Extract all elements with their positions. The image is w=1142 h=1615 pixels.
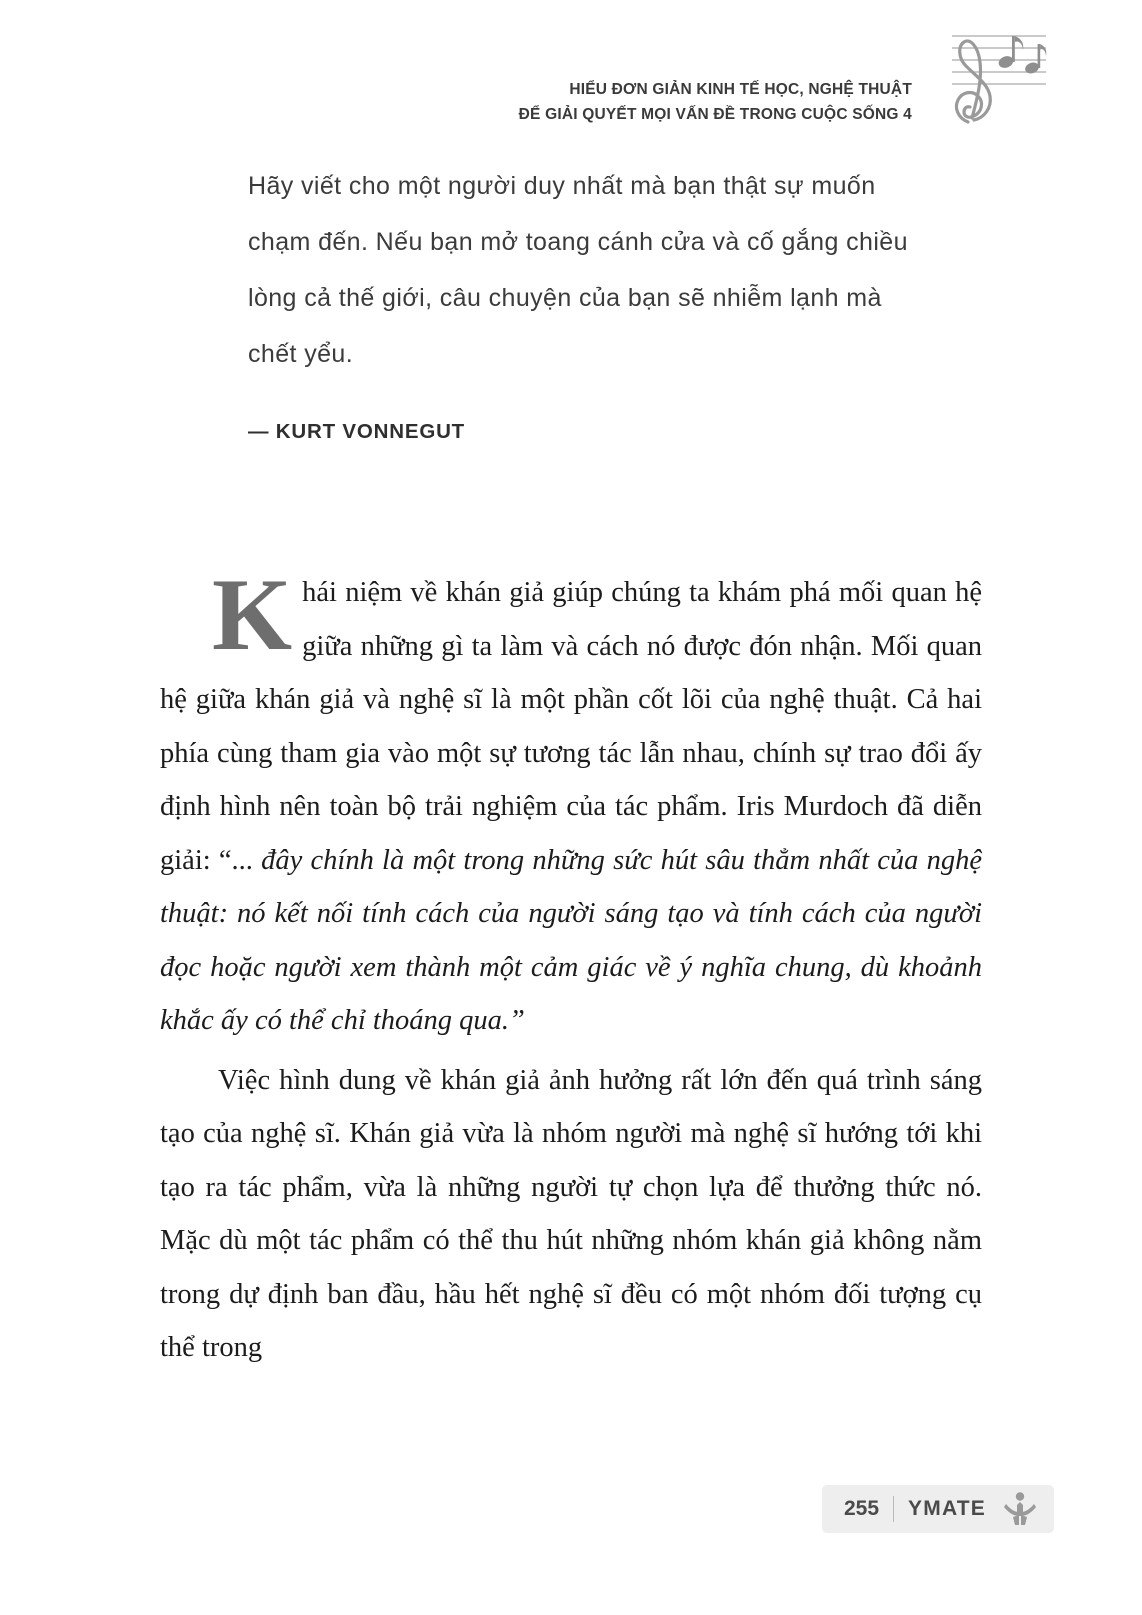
treble-clef-with-notes-icon: [934, 22, 1054, 142]
footer-divider: [893, 1496, 894, 1522]
body-text: [160, 558, 982, 1375]
epigraph-attribution: — KURT VONNEGUT: [248, 420, 465, 443]
paragraph-1-text: hái niệm về khán giả giúp chúng ta khám phá mối quan hệ giữa những gì ta làm và cách nó được đón nhận. Mối quan hệ giữa khán giả và nghệ sĩ là một phần cốt lõi của nghệ thuật. Cả hai phía cùng tham gia vào một sự tương tác lẫn nhau, chính sự trao đổi ấy định hình nên toàn bộ trải nghiệm của tác phẩm. Iris Murdoch đã diễn giải: “...: [160, 577, 982, 876]
ymate-person-logo-icon: [1000, 1489, 1040, 1529]
drop-cap: K: [212, 558, 293, 672]
running-head-line-1: HIỂU ĐƠN GIẢN KINH TẾ HỌC, NGHỆ THUẬT: [569, 81, 912, 98]
paragraph-2: Việc hình dung về khán giả ảnh hưởng rất lớn đến quá trình sáng tạo của nghệ sĩ. Khán giả vừa là nhóm người mà nghệ sĩ hướng tới khi tạo ra tác phẩm, vừa là những người tự chọn lựa để thưởng thức nó. Mặc dù một tác phẩm có thể thu hút những nhóm khán giả không nằm trong dự định ban đầu, hầu hết nghệ sĩ đều có một nhóm đối tượng cụ thể trong: [160, 1064, 982, 1363]
paragraph-1: [160, 558, 982, 1048]
running-head: [519, 78, 912, 128]
epigraph: [248, 158, 908, 444]
paragraph-1-quote-italic: đây chính là một trong những sức hút sâu thẳm nhất của nghệ thuật: nó kết nối tính cách của người sáng tạo và tính cách của người đọc hoặc người xem thành một cảm giác về ý nghĩa chung, dù khoảnh khắc ấy có thể chỉ thoáng qua.”: [160, 844, 982, 1036]
epigraph-quote: Hãy viết cho một người duy nhất mà bạn thật sự muốn chạm đến. Nếu bạn mở toang cánh cửa và cố gắng chiều lòng cả thế giới, câu chuyện của bạn sẽ nhiễm lạnh mà chết yểu.: [248, 172, 908, 368]
page-number: 255: [844, 1497, 880, 1520]
running-head-line-2: ĐỂ GIẢI QUYẾT MỌI VẤN ĐỀ TRONG CUỘC SỐNG 4: [518, 105, 912, 123]
brand-name: YMATE: [908, 1497, 986, 1520]
page-footer: [822, 1485, 1054, 1533]
